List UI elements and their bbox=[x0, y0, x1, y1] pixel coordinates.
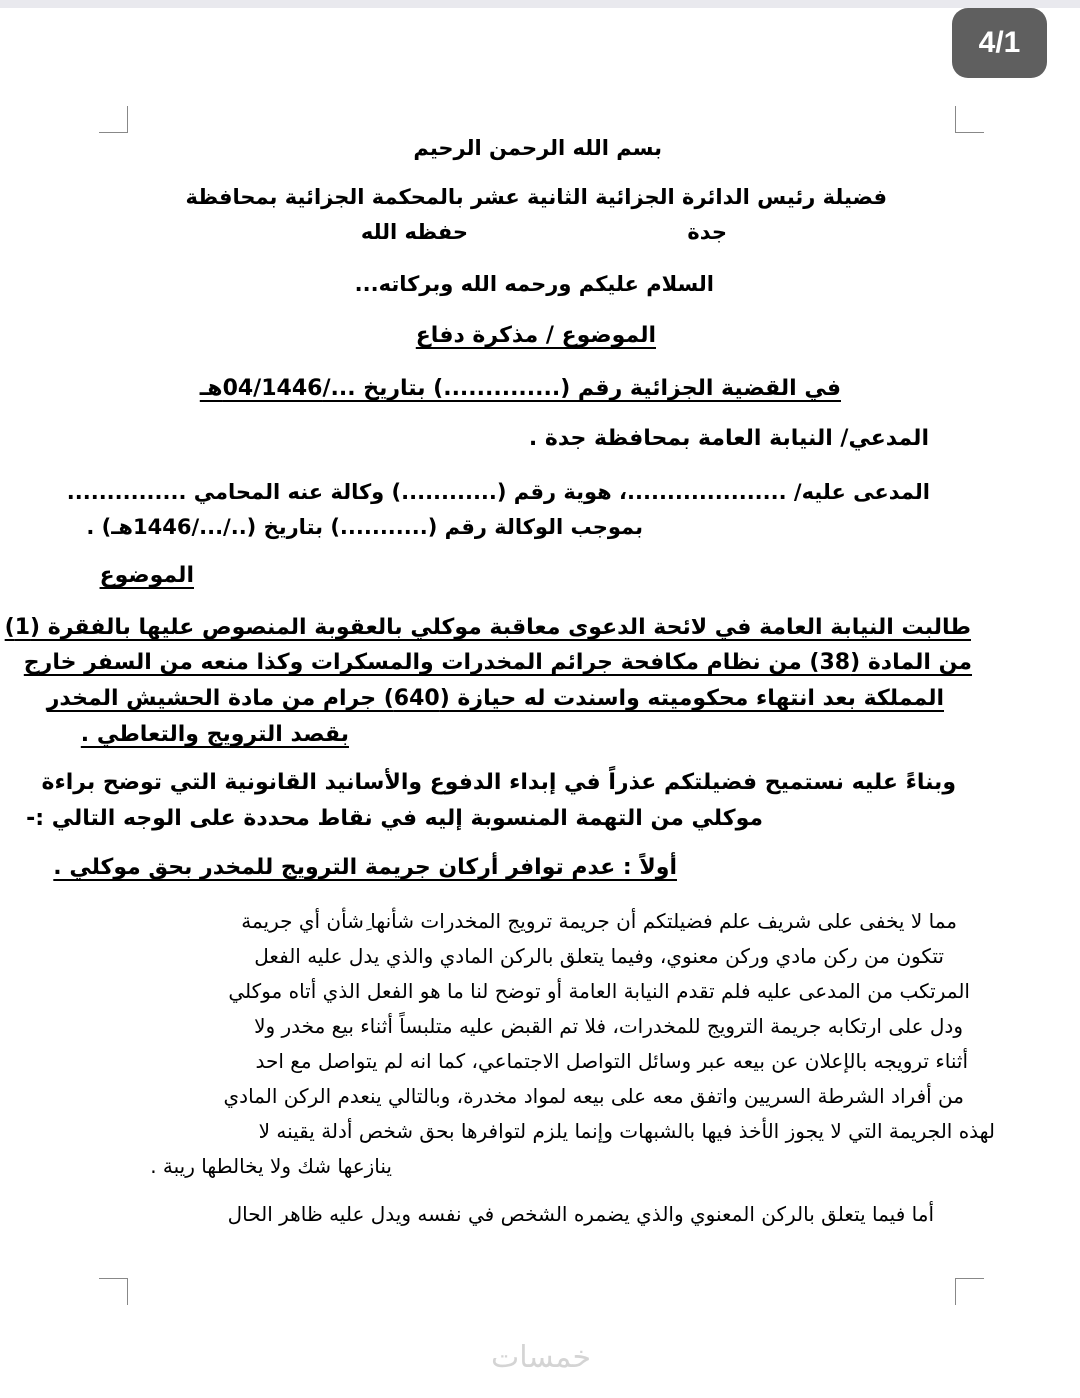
body-line-6: من أفراد الشرطة السريين واتفق معه على بيعه لمواد مخدرة، وبالتالي ينعدم الركن المادي bbox=[223, 1084, 964, 1108]
body-line-1: مما لا يخفى على شريف علم فضيلتكم أن جريمة ترويج المخدرات شأنها ِشأن أي جريمة bbox=[241, 909, 957, 933]
addressee-line-1: فضيلة رئيس الدائرة الجزائية الثانية عشر بالمحكمة الجزائية بمحافظة bbox=[185, 185, 887, 209]
crop-mark-top-left bbox=[99, 106, 128, 133]
plaintiff-line: المدعي/ النيابة العامة بمحافظة جدة . bbox=[528, 426, 929, 451]
crop-mark-top-right bbox=[955, 106, 984, 133]
page-indicator-badge: 4/1 bbox=[952, 8, 1047, 78]
body-line-8: ينازعها شك ولا يخالطها ريبة . bbox=[150, 1154, 392, 1178]
greeting: السلام عليكم ورحمه الله وبركاته... bbox=[354, 272, 714, 296]
addressee-blessing: حفظه الله bbox=[360, 220, 468, 244]
crop-mark-bottom-right bbox=[955, 1278, 984, 1305]
claim-line-3: المملكة بعد انتهاء محكوميته واسندت له حيازة (640) جرام من مادة الحشيش المخدر bbox=[46, 686, 944, 711]
claim-line-2: من المادة (38) من نظام مكافحة جرائم المخدرات والمسكرات وكذا منعه من السفر خارج bbox=[23, 650, 972, 675]
subject-title: الموضوع / مذكرة دفاع bbox=[415, 323, 656, 348]
watermark-logo: خمسات bbox=[490, 1340, 592, 1375]
case-number-line: في القضية الجزائية رقم (..............) بتاريخ .../04/1446هـ bbox=[199, 376, 841, 401]
claim-line-1: طالبت النيابة العامة في لائحة الدعوى معاقبة موكلي بالعقوبة المنصوص عليها بالفقرة (1) bbox=[4, 615, 971, 640]
viewer-top-strip bbox=[0, 0, 1080, 8]
first-point-heading: أولاً : عدم توافر أركان جريمة الترويج للمخدر بحق موكلي . bbox=[53, 855, 677, 880]
body-line-4: ودل على ارتكابه جريمة الترويج للمخدرات، فلا تم القبض عليه متلبساً أثناء بيع مخدر ولا bbox=[254, 1014, 963, 1038]
request-line-1: وبناءً عليه نستميح فضيلتكم عذراً في إبداء الدفوع والأسانيد القانونية التي توضح براءة bbox=[41, 770, 956, 795]
crop-mark-bottom-left bbox=[99, 1278, 128, 1305]
body-line-2: تتكون من ركن مادي وركن معنوي، وفيما يتعلق بالركن المادي والذي يدل عليه الفعل bbox=[254, 944, 944, 968]
body-line-3: المرتكب من المدعى عليه فلم تقدم النيابة العامة أو توضح لنا ما هو الفعل الذي أتاه موكلي bbox=[228, 979, 970, 1003]
body-last-line: أما فيما يتعلق بالركن المعنوي والذي يضمره الشخص في نفسه ويدل عليه ظاهر الحال bbox=[227, 1202, 934, 1226]
basmala: بسم الله الرحمن الرحيم bbox=[413, 136, 662, 160]
request-line-2: موكلي من التهمة المنسوبة إليه في نقاط محددة على الوجه التالي :- bbox=[26, 806, 763, 831]
claim-line-4: بقصد الترويج والتعاطي . bbox=[80, 722, 349, 747]
body-line-5: أثناء ترويجه بالإعلان عن بيعه عبر وسائل التواصل الاجتماعي، كما انه لم يتواصل مع احد bbox=[255, 1049, 968, 1073]
topic-heading: الموضوع bbox=[99, 563, 194, 588]
body-line-7: لهذه الجريمة التي لا يجوز الأخذ فيها بالشبهات وإنما يلزم لتوافرها بحق شخص أدلة يقينه لا bbox=[258, 1119, 995, 1143]
addressee-city: جدة bbox=[687, 220, 727, 244]
defendant-line-1: المدعى عليه/ ....................، هوية رقم (............) وكالة عنه المحامي ............... bbox=[66, 480, 930, 504]
defendant-line-2: بموجب الوكالة رقم (...........) بتاريخ (../.../1446هـ) . bbox=[86, 515, 643, 539]
